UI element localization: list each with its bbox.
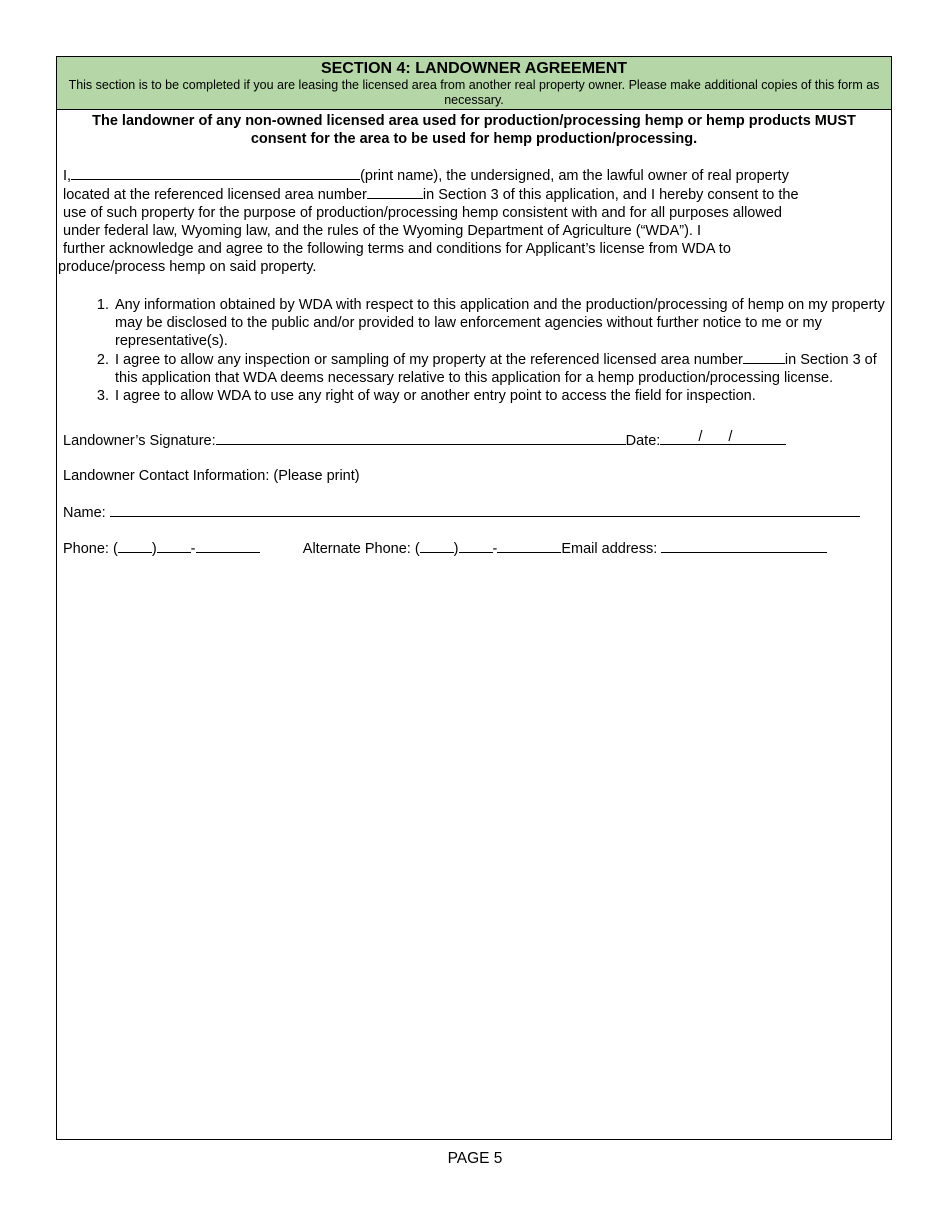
- phone-paren: ): [151, 541, 157, 557]
- alt-phone-area-code-field[interactable]: [420, 539, 454, 553]
- consent-text-4: under federal law, Wyoming law, and the rules of the Wyoming Department of Agriculture (“WDA”). I: [63, 223, 702, 239]
- term-area-number-field[interactable]: [743, 350, 785, 364]
- consent-text-5: further acknowledge and agree to the following terms and conditions for Applicant’s license from WDA to: [63, 241, 731, 257]
- consent-text-1: (print name), the undersigned, am the lawful owner of real property: [360, 168, 789, 184]
- term-text: I agree to allow WDA to use any right of way or another entry point to access the field for inspection.: [115, 388, 756, 404]
- term-text: in Section 3 of this application that WDA deems necessary relative to this application for a hemp production/processing license.: [115, 352, 877, 386]
- alt-phone-prefix-field[interactable]: [459, 539, 493, 553]
- email-field[interactable]: [661, 539, 827, 553]
- name-row: [63, 503, 860, 522]
- phone-row: [63, 539, 827, 558]
- consent-paragraph: [57, 166, 891, 276]
- name-field[interactable]: [110, 503, 860, 517]
- contact-heading: Landowner Contact Information: (Please print): [63, 468, 360, 484]
- date-label: Date:: [625, 433, 661, 449]
- term-text: I agree to allow any inspection or sampling of my property at the referenced licensed area number: [115, 352, 743, 368]
- alt-phone-label: Alternate Phone: (: [302, 541, 420, 557]
- phone-area-code-field[interactable]: [118, 539, 152, 553]
- print-name-field[interactable]: [71, 166, 360, 180]
- alt-phone-dash: -: [492, 541, 498, 557]
- section-header: [57, 57, 891, 110]
- consent-text-2a: located at the referenced licensed area number: [63, 187, 367, 203]
- term-text: Any information obtained by WDA with respect to this application and the production/processing of hemp on my property may be disclosed to the public and/or provided to law enforcement agencies without further notice to me or my representative(s).: [115, 297, 885, 349]
- consent-text-6: produce/process hemp on said property.: [58, 259, 317, 275]
- consent-prefix: I,: [63, 168, 72, 184]
- alt-phone-number-field[interactable]: [497, 539, 561, 553]
- page-number: PAGE 5: [447, 1150, 503, 1167]
- date-field[interactable]: [660, 431, 786, 445]
- terms-list: [57, 296, 891, 405]
- phone-number-field[interactable]: [196, 539, 260, 553]
- phone-prefix-field[interactable]: [157, 539, 191, 553]
- form-frame: [56, 56, 892, 1140]
- term-item: [113, 350, 891, 387]
- name-label: Name:: [63, 505, 106, 521]
- date-separator: /: [698, 429, 703, 445]
- phone-label: Phone: (: [63, 541, 118, 557]
- date-separator: /: [728, 429, 733, 445]
- signature-row: [63, 431, 786, 450]
- consent-text-2b: in Section 3 of this application, and I hereby consent to the: [422, 187, 799, 203]
- email-label: Email address:: [561, 541, 658, 557]
- signature-label: Landowner’s Signature:: [63, 433, 216, 449]
- licensed-area-number-field[interactable]: [367, 185, 423, 199]
- consent-text-3: use of such property for the purpose of production/processing hemp consistent with and for all purposes allowed: [63, 205, 782, 221]
- signature-field[interactable]: [216, 431, 626, 445]
- section-title: SECTION 4: LANDOWNER AGREEMENT: [320, 60, 628, 77]
- requirement-notice: The landowner of any non-owned licensed area used for production/processing hemp or hemp products MUST consent for the area to be used for hemp production/processing.: [92, 113, 856, 147]
- term-item: [113, 296, 891, 350]
- phone-dash: -: [190, 541, 196, 557]
- section-description: This section is to be completed if you are leasing the licensed area from another real property owner. Please make additional copies of this form as necessary.: [68, 78, 880, 107]
- term-item: [113, 387, 891, 405]
- alt-phone-paren: ): [453, 541, 459, 557]
